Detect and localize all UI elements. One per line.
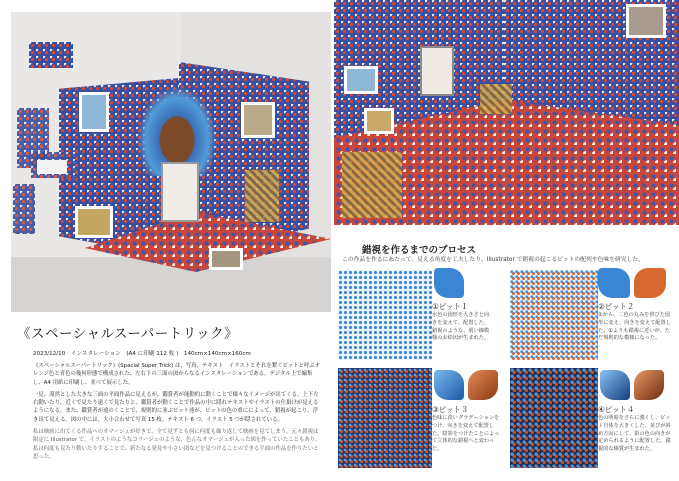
installation-photo [11,12,331,312]
step-3-sample [338,368,432,468]
step-2-swatch-orange [634,268,666,298]
step-4-swatch-blue [600,370,630,400]
closeup-top-photo [626,4,666,38]
artwork-description [33,362,321,465]
step-1-text: 水色の図形を大きさと向きを変えて、配置した。錯視のような、肌い線模様のお絵図が生まれた。 [432,312,490,342]
step-1-sample [338,270,432,360]
step-4-text: 色の明暗をさらに強くし、ピット自体を大きくした。並びが斜め方向にして、影の色の向きが定められるように配置した。錯視的な線質が生まれた。 [598,415,671,453]
paragraph: 《スペーシャルスーパートリック》(Spacial Super Trick) は、写真、テキスト イラストとそれを繋ぐピットと呼ぶオレンジ色と青色の幾何形態で構成された、左右下の三面の図からなるインスタレーションである。デジタル上で編集し、A4 用紙に印刷し、並べて展示した。 [33,363,321,386]
step-4-label: ④ピット４ [598,405,635,414]
white-cutout [37,160,67,174]
artwork-title: 《スペーシャルスーパートリック》 [17,326,239,342]
installation-closeup-photo [334,0,679,225]
portrait-photo [241,102,275,138]
right-page [334,0,679,481]
step-1-label: ①ピット１ [432,302,469,311]
closeup-yellow-panel-2 [480,84,512,114]
step-2-label: ②ピット２ [598,302,635,311]
step-3-label: ③ピット３ [432,405,469,414]
closeup-figure-photo [364,108,394,134]
step-3-swatch-orange [468,370,498,400]
yellow-grid-panel [245,170,279,222]
doorway [161,162,199,222]
step-2-sample [510,270,598,360]
sky-photo [79,92,109,132]
step-4-swatch-orange [634,370,664,400]
closeup-doorway [420,46,454,96]
floor-photo-2 [209,248,243,270]
step-4-sample [510,368,598,468]
process-subtitle: この作品を作るにあたって、見える角度を工夫したり、Illustrator で錯視の起こるピットの配列や色味を研究した。 [342,257,644,263]
step-3-text: 色味に淡いグラデーションをつけ、向きを変えて配置した。陰影をつけたことによって立体的な錯視へと変わった。 [432,415,500,453]
step-2-text: ①から、二色の丸みを帯びた図形に変え、向きを変えて配置した。①よりも錯視に近いが、ただ規則的な模様になった。 [598,312,671,342]
paragraph: 私は映画に出てくる作品へのオマージュが好きで、全て見ずとも何に何度も繰り返して映画を見てしまう。元々錯視は限定に Illustrator で、イラストのようなコラージュのような、色んなオマージュが入った図を作っていたこともあり、私は何度も見たり動いたりすることで、新たなる発見や小さい図などを見つけることのできる平面の作品を作りたいと思った。 [33,429,321,460]
process-title: 錯視を作るまでのプロセス [362,245,477,256]
floating-tile [29,42,73,68]
floating-tile [13,184,35,234]
floor-photo [75,206,113,238]
step-3-swatch-blue [434,370,464,400]
left-page [0,0,334,481]
step-1-swatch [434,268,464,298]
closeup-sky-photo [344,66,378,94]
paragraph: 一見、漠然とした大きな三面の平面作品に見えるが、鑑賞者が能動的に動くことで様々なイメージが出てくる。上下左右動いたり、近くで見たり遠くで見たりと、鑑賞者が動くことで作品の中に隠れテキストやイラストの仕掛けが見えるようになる。また、鑑賞者が遠のくことで、規則的に並ぶピット達が、ピットの色の重にによって、錯視が起こり、浮き出て見える。図の中には、大小合わせて写真 15 枚、テキスト 6 つ、イラスト 5 つが隠されている。 [33,391,319,423]
step-2-swatch-blue [598,268,630,298]
closeup-yellow-panel [342,152,402,218]
artwork-meta: 2023/12/10 インスタレーション (A4 に印刷 112 枚 ) 140cm×140cm×160cm [33,351,251,357]
